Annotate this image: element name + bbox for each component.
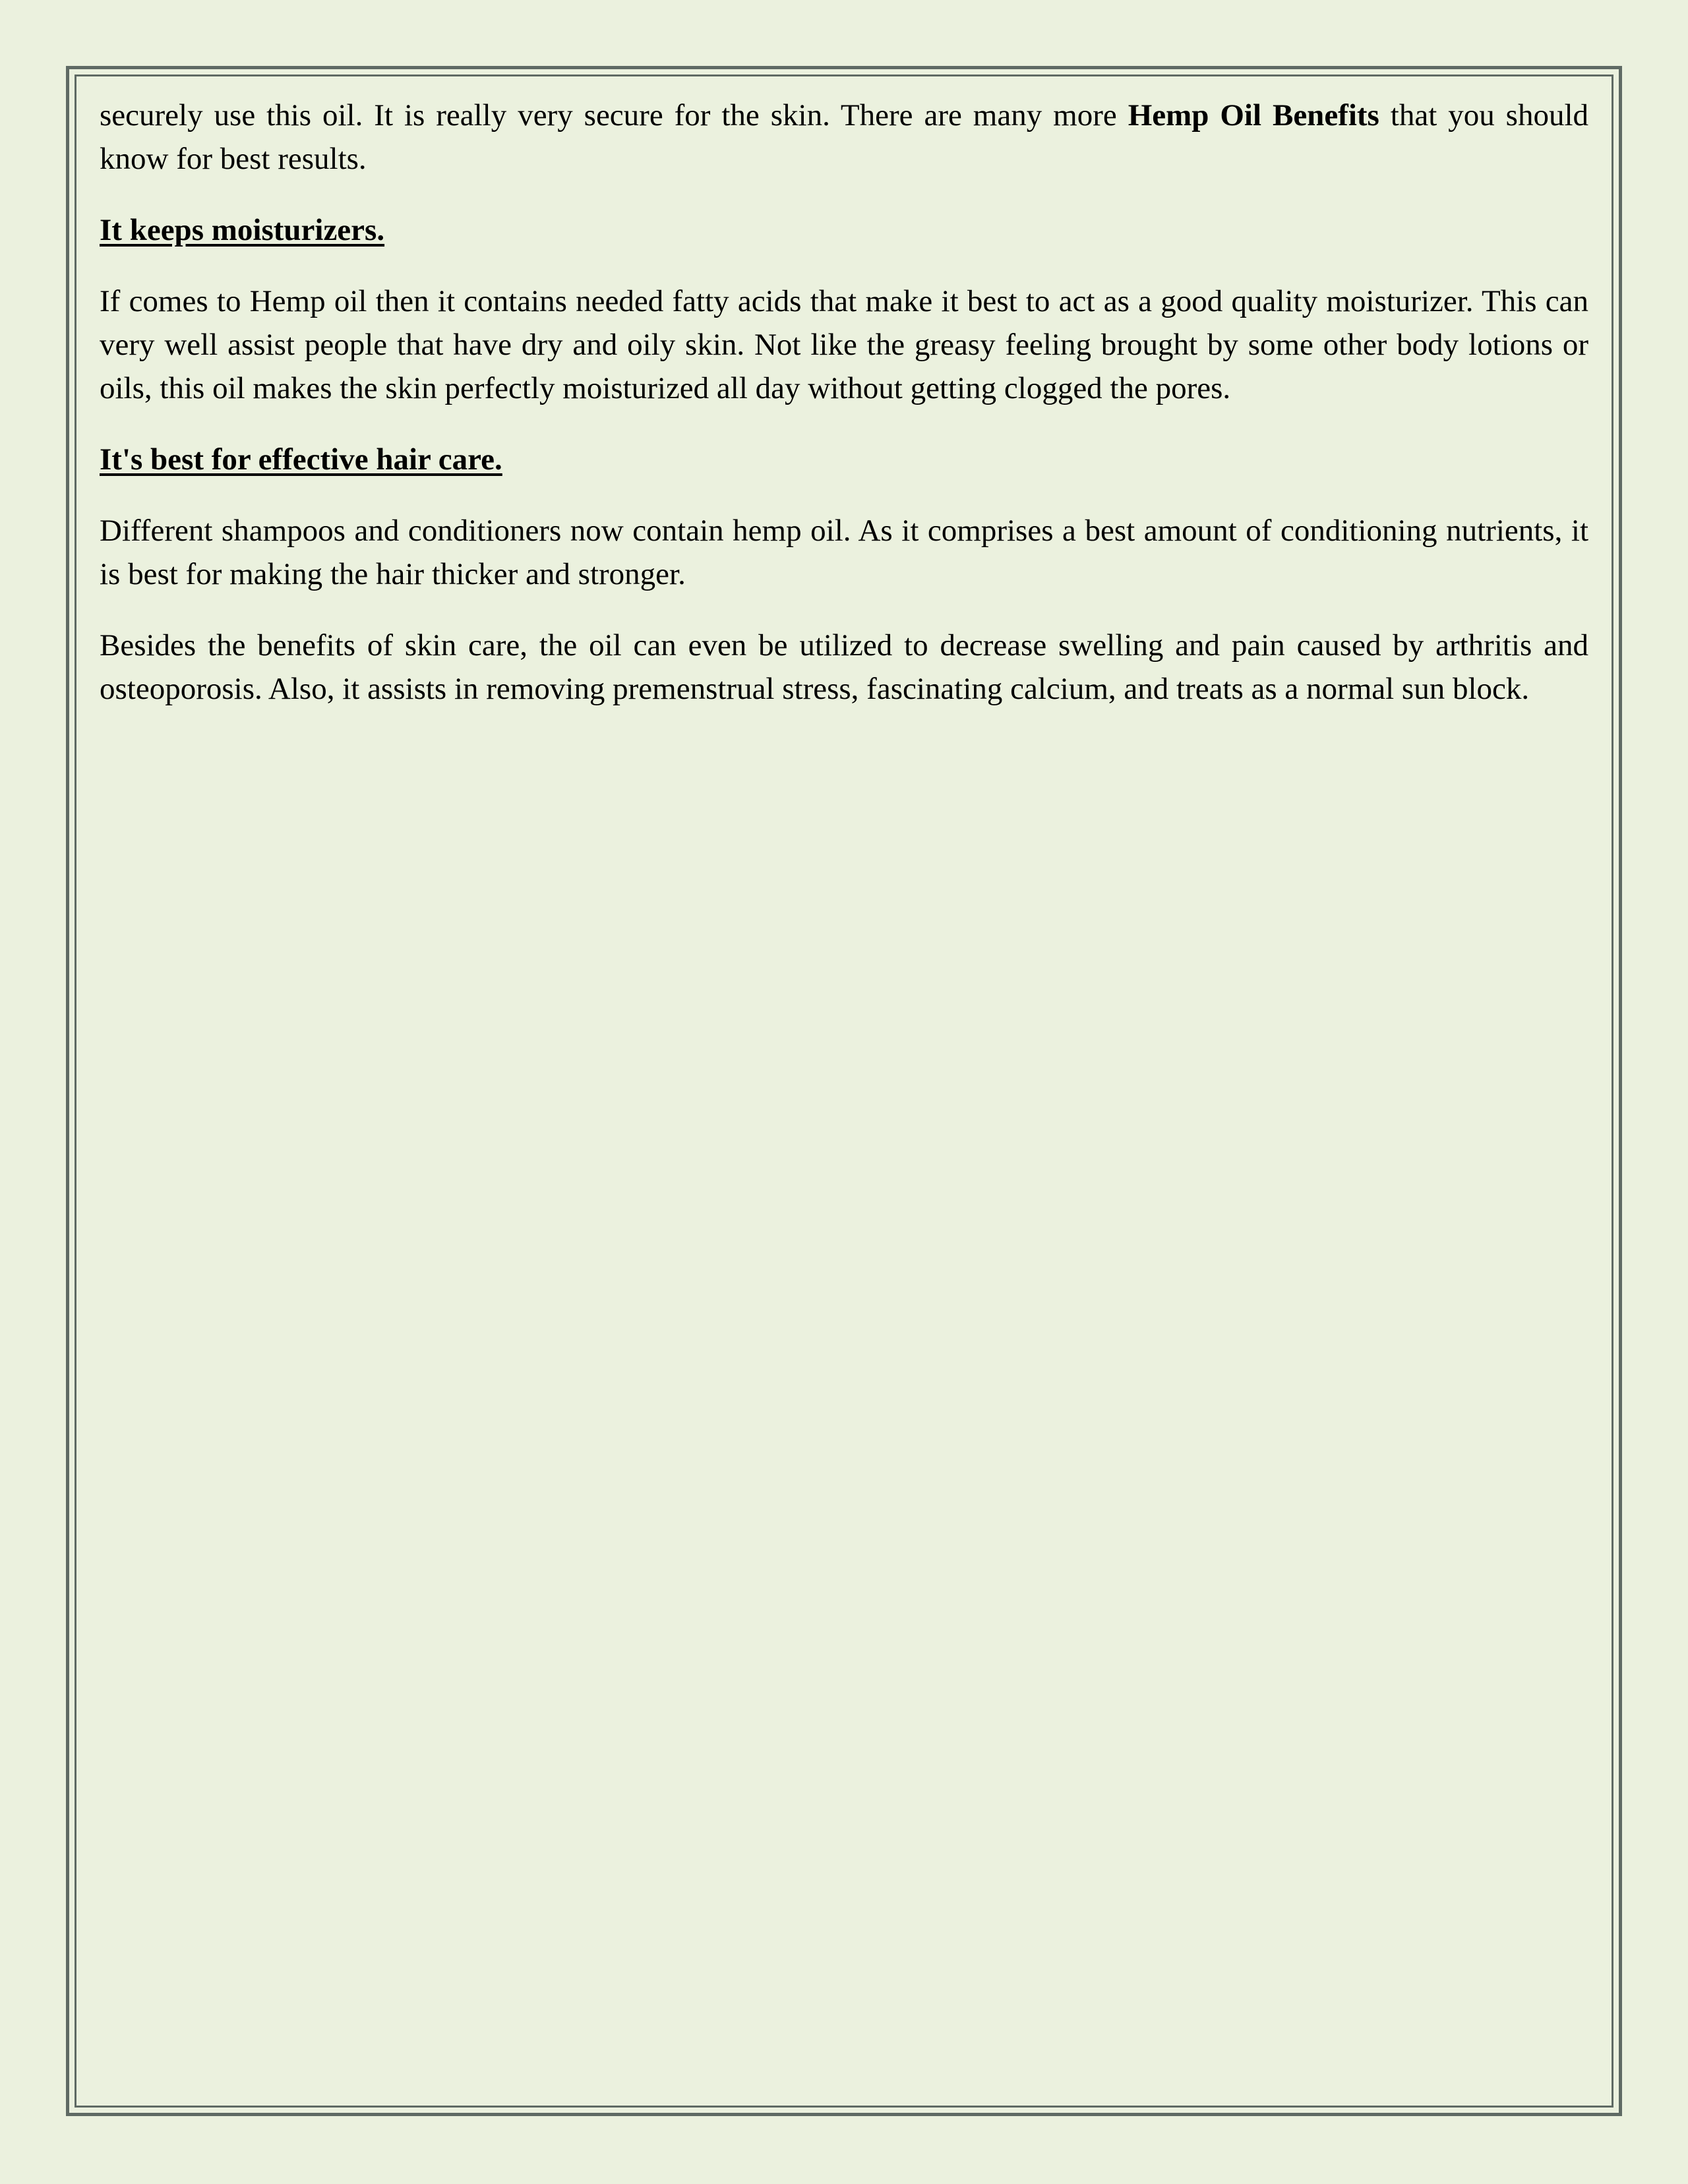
hair-care-paragraph: Different shampoos and conditioners now contain hemp oil. As it comprises a best amount of conditioning nutrients, it is best for making the hair thicker and stronger. — [100, 514, 1588, 591]
moisturizers-paragraph: If comes to Hemp oil then it contains needed fatty acids that make it best to act as a good quality moisturizer. This can very well assist people that have dry and oily skin. Not like the greasy feeling brought by some other body lotions or oils, this oil makes the skin perfectly moisturized all day without getting clogged the pores. — [100, 284, 1588, 405]
closing-paragraph: Besides the benefits of skin care, the oil can even be utilized to decrease swelling and pain caused by arthritis and osteoporosis. Also, it assists in removing premenstrual stress, fascinating calcium, and treats as a normal sun block. — [100, 628, 1588, 706]
intro-paragraph — [100, 94, 1588, 181]
hair-care-heading: It's best for effective hair care. — [100, 442, 502, 477]
document-body — [100, 94, 1588, 738]
intro-text-after: that you should know for best results. — [100, 98, 1588, 176]
intro-text-before: securely use this oil. It is really very secure for the skin. There are many more — [100, 98, 1128, 133]
hemp-oil-benefits-bold: Hemp Oil Benefits — [1128, 98, 1379, 133]
moisturizers-heading: It keeps moisturizers. — [100, 213, 385, 247]
